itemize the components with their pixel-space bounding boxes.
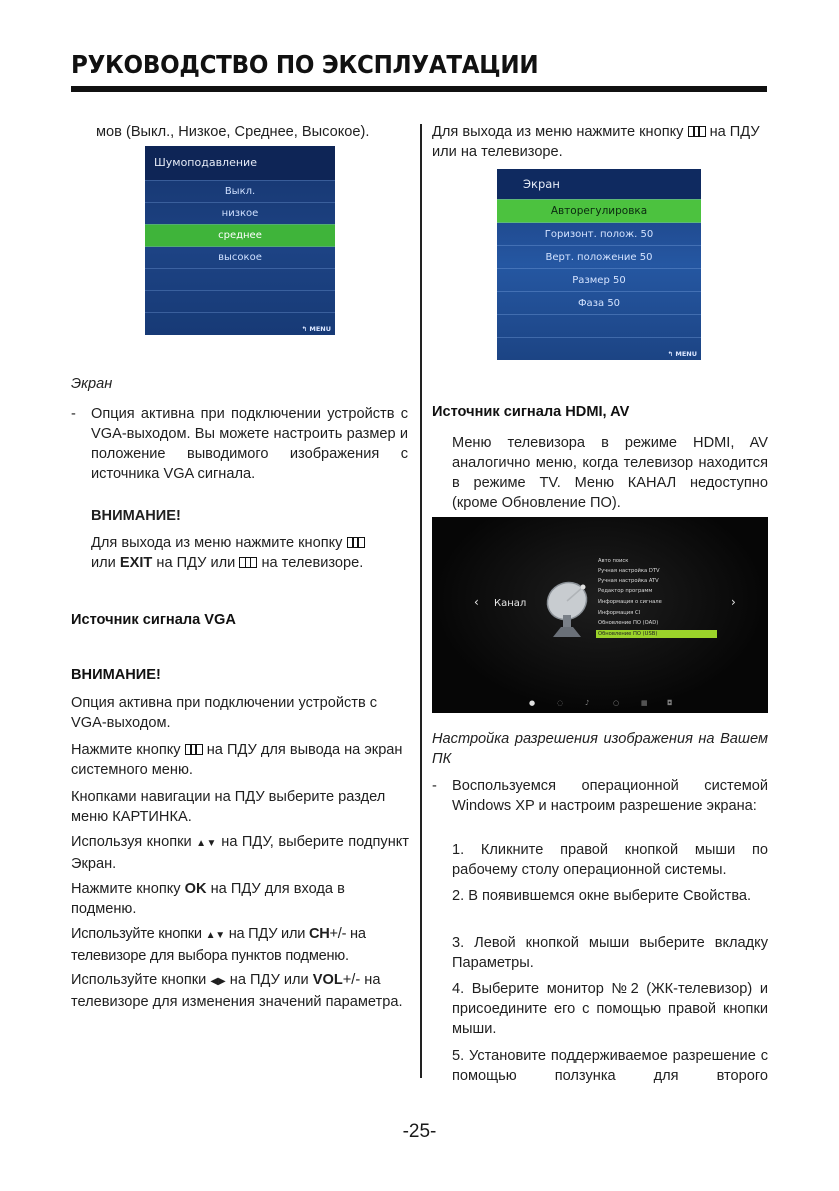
up-down-arrows-icon: ▲▼	[196, 838, 217, 849]
noise-menu-item-selected: среднее	[145, 224, 335, 247]
pc-dash: -	[432, 778, 437, 794]
screen-menu-item: Горизонт. полож. 50	[497, 222, 701, 246]
header-rule	[71, 86, 767, 92]
exit-note-part: или	[91, 555, 116, 571]
vga-paragraph-3: Кнопками навигации на ПДУ выберите раздел меню КАРТИНКА.	[71, 789, 386, 825]
exit-note-part: на телевизоре.	[261, 555, 364, 571]
channel-menu-item: Авто поиск	[598, 558, 629, 564]
menu-key-icon	[688, 126, 706, 137]
screen-menu-footer	[668, 350, 697, 358]
up-down-arrows-icon: ▲▼	[205, 930, 225, 941]
noise-menu-item: низкое	[145, 202, 335, 225]
exit-note-part: на ПДУ или	[156, 555, 236, 571]
pc-step: 5. Установите поддерживаемое разрешение с помощью ползунка для второго	[452, 1048, 768, 1084]
time-tab-icon: ○	[613, 699, 620, 707]
screen-menu-title: Экран	[497, 169, 701, 199]
nav-left-arrow-icon: ‹	[474, 595, 479, 609]
sound-tab-icon: ◌	[557, 699, 564, 707]
pc-heading: Настройка разрешения изображения на Вашем ПК	[432, 731, 768, 767]
channel-nav-label: Канал	[494, 598, 527, 609]
noise-menu-item: Выкл.	[145, 180, 335, 203]
noise-reduction-menu-screenshot	[145, 146, 335, 335]
vga-p6-text: на ПДУ или	[228, 926, 306, 942]
vga-p7-text: на ПДУ или	[229, 972, 309, 988]
screen-menu-item-selected: Авторегулировка	[497, 199, 701, 223]
menu-key-icon	[347, 537, 365, 548]
menu-key-icon	[185, 744, 203, 755]
column-divider	[420, 124, 422, 1078]
vga-p2-text: Нажмите кнопку	[71, 742, 181, 758]
vga-p4-text: Используя кнопки	[71, 834, 192, 850]
screen-menu-empty-row	[497, 314, 701, 338]
vga-p7-text: Используйте кнопки	[71, 972, 207, 988]
pc-intro: Воспользуемся операционной системой Windows XP и настроим разрешение экрана:	[452, 778, 768, 814]
hdmi-heading: Источник сигнала HDMI, AV	[432, 404, 630, 420]
exit-note-part: Для выхода из меню нажмите кнопку	[91, 535, 343, 551]
channel-menu-item: Информация CI	[598, 610, 641, 616]
screen-menu-item: Верт. положение 50	[497, 245, 701, 269]
attention-heading-vga: ВНИМАНИЕ!	[71, 667, 161, 683]
screen-menu-screenshot	[497, 169, 701, 360]
screen-description: Опция активна при подключении устройств с VGA-выходом. Вы можете настроить размер и положение выводимого изображения с источника VGA сигнала.	[91, 406, 408, 482]
noise-menu-footer	[302, 325, 331, 333]
exit-note	[91, 533, 408, 573]
vga-p6-text: +/- на телевизоре для выбора пунктов подменю.	[71, 926, 366, 964]
screen-dash: -	[71, 406, 76, 422]
music-tab-icon: ♪	[585, 699, 590, 707]
channel-menu-item: Информация о сигнале	[598, 599, 662, 605]
noise-menu-item: высокое	[145, 246, 335, 269]
exit-line-text: на ПДУ или на телевизоре.	[432, 124, 760, 160]
screen-menu-footer-label: MENU	[675, 350, 697, 358]
channel-menu-screenshot	[432, 517, 768, 713]
screen-menu-item: Размер 50	[497, 268, 701, 292]
vga-p5-text: Нажмите кнопку	[71, 881, 181, 897]
noise-menu-title: Шумоподавление	[145, 146, 335, 180]
page-number: -25-	[402, 1121, 437, 1142]
exit-key-label: EXIT	[119, 555, 153, 571]
menu-key-icon	[239, 557, 257, 568]
vga-p5-text: на ПДУ для входа в подменю.	[71, 881, 345, 917]
return-arrow-icon: ↰	[301, 325, 308, 333]
grid-tab-icon: ▦	[641, 699, 648, 707]
vga-p4-text: на ПДУ, выберите подпункт Экран.	[71, 834, 409, 872]
vga-paragraph-6	[71, 924, 409, 966]
pc-step: 3. Левой кнопкой мыши выберите вкладку Параметры.	[452, 935, 768, 971]
nav-right-arrow-icon: ›	[731, 595, 736, 609]
vga-paragraph-7	[71, 970, 409, 1012]
vga-heading: Источник сигнала VGA	[71, 612, 236, 628]
intro-line: мов (Выкл., Низкое, Среднее, Высокое).	[96, 124, 370, 140]
satellite-dish-icon	[543, 577, 599, 639]
ok-key-label: OK	[184, 881, 207, 897]
vga-p6-text: Используйте кнопки	[71, 926, 202, 942]
channel-menu-icon-bar	[527, 699, 677, 709]
noise-menu-footer-label: MENU	[309, 325, 331, 333]
pc-step: 2. В появившемся окне выберите Свойства.	[452, 888, 752, 904]
return-arrow-icon: ↰	[667, 350, 674, 358]
channel-menu-item-selected: Обновление ПО (USB)	[596, 630, 717, 638]
channel-menu-item: Обновление ПО (OAD)	[598, 620, 659, 626]
channel-menu-item: Ручная настройка DTV	[598, 568, 660, 574]
screen-menu-item: Фаза 50	[497, 291, 701, 315]
pc-step: 1. Кликните правой кнопкой мыши по рабочему столу операционной системы.	[452, 842, 768, 878]
vol-key-label: VOL	[312, 972, 343, 988]
channel-menu-item: Редактор программ	[598, 588, 653, 594]
vga-paragraph-4	[71, 832, 409, 874]
pc-step: 4. Выберите монитор №2 (ЖК-телевизор) и присоедините его с помощью правой кнопки мыши.	[452, 981, 768, 1037]
exit-line	[432, 122, 768, 162]
ch-key-label: CH	[308, 926, 330, 942]
left-right-arrows-icon: ◀▶	[210, 976, 226, 987]
noise-menu-empty-row	[145, 268, 335, 291]
vga-paragraph-1: Опция активна при подключении устройств с VGA-выходом.	[71, 695, 378, 731]
lock-tab-icon: ◘	[667, 699, 673, 707]
exit-line-text: Для выхода из меню нажмите кнопку	[432, 124, 684, 140]
screen-heading: Экран	[71, 376, 113, 392]
vga-paragraph-2	[71, 740, 409, 780]
picture-tab-icon: ●	[529, 699, 536, 707]
vga-paragraph-5	[71, 879, 409, 919]
hdmi-description: Меню телевизора в режиме HDMI, AV аналогично меню, когда телевизор находится в режиме TV. Меню КАНАЛ недоступно (кроме Обновление ПО).	[452, 435, 768, 511]
vga-p7-text: +/- на телевизоре для изменения значений параметра.	[71, 972, 403, 1010]
page-header-title: РУКОВОДСТВО ПО ЭКСПЛУАТАЦИИ	[71, 50, 539, 79]
attention-heading: ВНИМАНИЕ!	[91, 508, 181, 524]
channel-menu-item: Ручная настройка ATV	[598, 578, 659, 584]
noise-menu-empty-row	[145, 290, 335, 313]
vga-p2-text: на ПДУ для вывода на экран системного меню.	[71, 742, 403, 778]
